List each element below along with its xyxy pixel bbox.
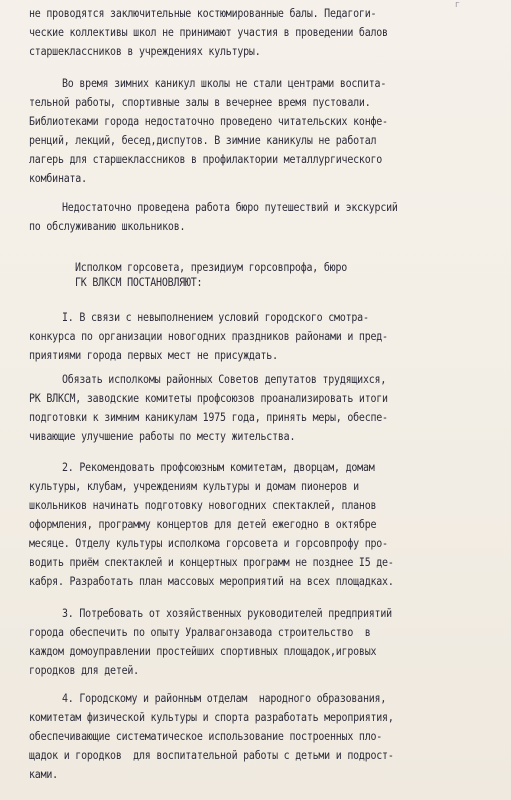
text-line: оформления, программу концертов для детей ежегодно в октябре — [29, 517, 377, 531]
text-line: старшеклассников в учреждениях культуры. — [29, 44, 261, 58]
text-line: конкурса по организации новогодних праздников районами и пред- — [29, 329, 388, 343]
text-line: I. В связи с невыполнением условий городского смотра- — [62, 310, 369, 324]
text-line: города обеспечить по опыту Уралвагонзавода строительство в — [29, 625, 371, 639]
text-line: водить приём спектаклей и концертных программ не позднее I5 де- — [29, 555, 394, 569]
text-line: каждом домоуправлении простейших спортивных площадок,игровых — [29, 644, 377, 658]
resolution-heading-line: Исполком горсовета, президиум горсовпрофа, бюро — [75, 260, 348, 274]
text-line: обеспечивающие систематическое использование построенных пло- — [29, 729, 383, 743]
text-line: по обслуживанию школьников. — [29, 219, 186, 233]
text-line: комбината. — [29, 171, 87, 185]
text-line: месяце. Отделу культуры исполкома горсовета и горсовпрофу про- — [29, 536, 388, 550]
text-line: ческие коллективы школ не принимают участия в проведении балов — [29, 25, 388, 39]
text-line: культуры, клубам, учреждениям культуры и домам пионеров и — [29, 479, 359, 493]
text-line: ренций, лекций, бесед,диспутов. В зимние каникулы не работал — [29, 133, 377, 147]
text-line: приятиями города первых мест не присуждать. — [29, 348, 278, 362]
text-line: кабря. Разработать план массовых мероприятий на всех площадках. — [29, 574, 394, 588]
text-line: щадок и городков для воспитательной работы с детьми и подрост- — [29, 748, 394, 762]
text-line: комитетам физической культуры и спорта разработать мероприятия, — [29, 710, 394, 724]
text-line: чивающие улучшение работы по месту жительства. — [29, 429, 296, 443]
text-line: 4. Городскому и районным отделам народного образования, — [62, 691, 387, 705]
text-line: подготовки к зимним каникулам 1975 года, принять меры, обеспе- — [29, 410, 388, 424]
text-line: Недостаточно проведена работа бюро путешествий и экскурсий — [62, 200, 398, 214]
text-line: РК ВЛКСМ, заводские комитеты профсоюзов проанализировать итоги — [29, 391, 388, 405]
text-line: лагерь для старшеклассников в профилактории металлургического — [29, 152, 383, 166]
text-line: Во время зимних каникул школы не стали центрами воспита- — [62, 76, 387, 90]
text-line: Обязать исполкомы районных Советов депутатов трудящихся, — [62, 372, 387, 386]
text-line: городков для детей. — [29, 663, 139, 677]
text-line: не проводятся заключительные костюмированные балы. Педагоги- — [29, 6, 377, 20]
text-line: ками. — [29, 767, 58, 781]
page-corner-mark: г — [455, 0, 460, 10]
text-line: 2. Рекомендовать профсоюзным комитетам, дворцам, домам — [62, 460, 375, 474]
text-line: школьников начинать подготовку новогодних спектаклей, планов — [29, 498, 377, 512]
text-line: тельной работы, спортивные залы в вечернее время пустовали. — [29, 95, 371, 109]
resolution-heading-line: ГК ВЛКСМ ПОСТАНОВЛЯЮТ: — [75, 275, 203, 289]
text-line: Библиотеками города недостаточно проведено читательских конфе- — [29, 114, 388, 128]
text-line: 3. Потребовать от хозяйственных руководителей предприятий — [62, 606, 392, 620]
